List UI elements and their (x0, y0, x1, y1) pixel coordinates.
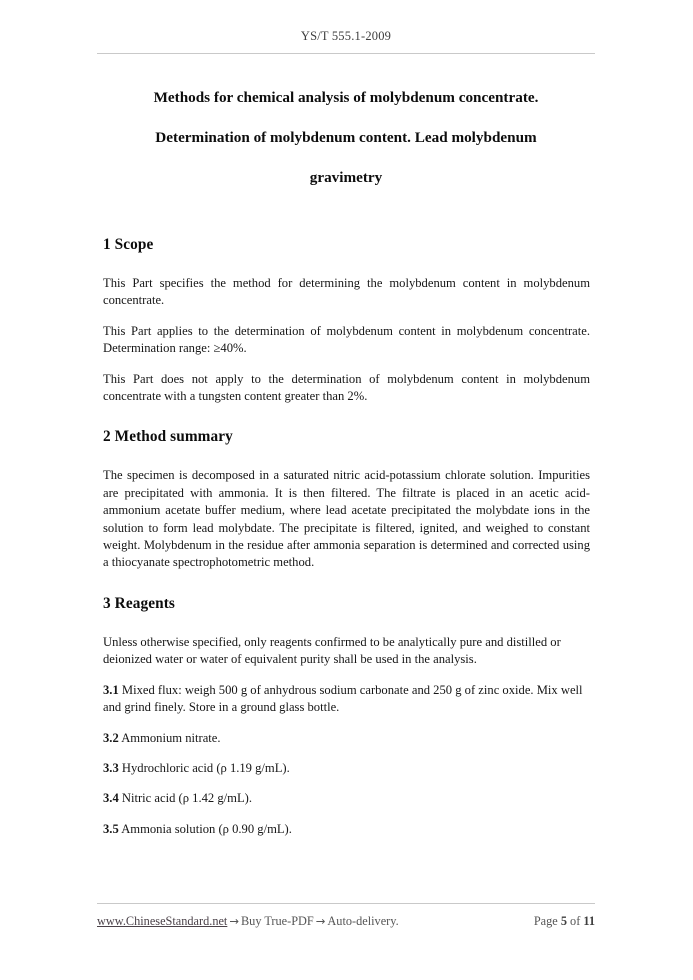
page-title-line-3: gravimetry (309, 169, 383, 186)
arrow-right-icon: → (315, 914, 326, 928)
reagent-item-number: 3.1 (103, 682, 119, 697)
section-heading-reagents: 3 Reagents (103, 594, 175, 612)
reagent-item-text: Nitric acid (ρ 1.42 g/mL). (118, 791, 252, 806)
page-footer (97, 903, 595, 929)
section-heading-scope: 1 Scope (103, 236, 154, 253)
reagent-item-text: Ammonium nitrate. (118, 730, 221, 745)
reagent-item (103, 790, 590, 807)
footer-promo-text-2: Auto-delivery. (327, 914, 399, 928)
page-label: Page (533, 914, 558, 928)
scope-paragraph-1: This Part specifies the method for determining the molybdenum content in molybdenum concentrate. (103, 276, 590, 308)
scope-paragraph-2: This Part applies to the determination of molybdenum content in molybdenum concentrate. Determination range: ≥40%. (103, 323, 590, 356)
reagent-item-number: 3.3 (103, 760, 119, 775)
reagent-item-text: Hydrochloric acid (ρ 1.19 g/mL). (118, 760, 290, 775)
footer-divider (97, 903, 595, 904)
arrow-right-icon: → (229, 914, 239, 928)
reagent-item (103, 682, 590, 717)
reagent-item-text: Ammonia solution (ρ 0.90 g/mL). (118, 821, 292, 836)
reagent-item (103, 730, 590, 747)
current-page-number: 5 (560, 914, 567, 928)
method-summary-paragraph: The specimen is decomposed in a saturated nitric acid-potassium chlorate solution. Impurities are precipitated with ammonia. It is then filtered. The filtrate is placed in an acetic acid-ammonium acetate buffer medium, where lead acetate precipitated the molybdate ions in the solution to form lead molybdate. The precipitate is filtered, ignited, and weighed to constant weight. Molybdenum in the residue after ammonia separation is determined and corrected using a thiocyanate spectrophotometric method. (103, 468, 590, 570)
footer-website-link[interactable]: www.ChineseStandard.net (97, 914, 228, 928)
footer-promo (97, 914, 399, 929)
reagent-item-text: Mixed flux: weigh 500 g of anhydrous sodium carbonate and 250 g of zinc oxide. Mix well and grind finely. Store in a ground glass bottle. (103, 682, 583, 715)
reagent-item-number: 3.5 (103, 821, 119, 836)
reagent-item-number: 3.2 (103, 730, 119, 745)
standard-number: YS/T 555.1-2009 (300, 29, 392, 43)
total-page-count: 11 (583, 914, 595, 928)
of-label: of (570, 914, 581, 928)
page-title-line-1: Methods for chemical analysis of molybdenum concentrate. (153, 89, 539, 106)
page-title-line-2: Determination of molybdenum content. Lead molybdenum (155, 129, 537, 146)
document-body (103, 236, 590, 838)
reagent-item (103, 760, 590, 777)
header-divider (97, 53, 595, 54)
page-title (97, 78, 595, 198)
scope-paragraph-3: This Part does not apply to the determination of molybdenum content in molybdenum concentrate with a tungsten content greater than 2%. (103, 371, 590, 404)
footer-promo-text-1: Buy True-PDF (240, 914, 314, 928)
reagent-item-number: 3.4 (103, 791, 119, 806)
reagents-intro-paragraph: Unless otherwise specified, only reagents confirmed to be analytically pure and distilled or deionized water or water of equivalent purity shall be used in the analysis. (103, 634, 561, 667)
reagent-item (103, 821, 590, 838)
page-header (97, 30, 595, 54)
page-number-indicator (534, 914, 595, 929)
section-heading-method-summary: 2 Method summary (103, 428, 233, 446)
